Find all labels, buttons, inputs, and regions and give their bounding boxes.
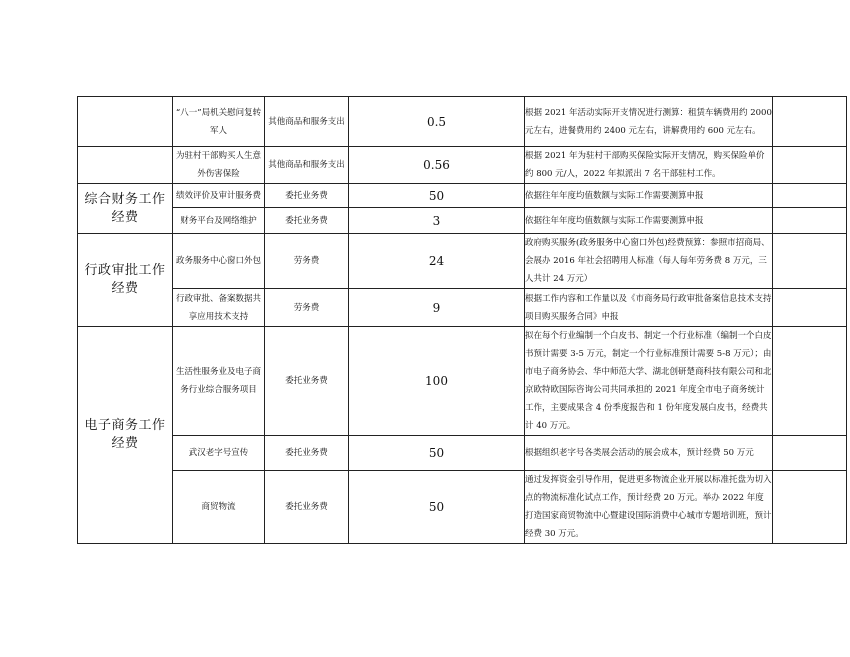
table-row xyxy=(78,184,847,208)
table-row xyxy=(78,234,847,289)
table-row-expense-type: 委托业务费 xyxy=(265,436,349,471)
table-row-expense-type: 委托业务费 xyxy=(265,184,349,208)
table-row-amount: 100 xyxy=(349,327,525,436)
table-row-item: 商贸物流 xyxy=(173,471,265,544)
table-row-amount: 9 xyxy=(349,289,525,327)
table-row-expense-type: 劳务费 xyxy=(265,289,349,327)
table-row-item: 财务平台及网络维护 xyxy=(173,208,265,234)
table-row-item: 为驻村干部购买人生意外伤害保险 xyxy=(173,147,265,184)
table-row-category xyxy=(78,147,173,184)
table-row-blank-cell xyxy=(773,436,847,471)
table-row-basis: 拟在每个行业编制一个白皮书、制定一个行业标准（编制一个白皮书预计需要 3-5 万元，制定一个行业标准预计需要 5-8 万元）；由市电子商务协会、华中师范大学、湖北创研楚商科技有限公司和北京欧特欧国际咨询公司共同承担的 2021 年度全市电子商务统计工作，主要成果含 4 份季度报告和 1 份年度发展白皮书，经费共计 40 万元。 xyxy=(525,327,773,436)
table-row-blank-cell xyxy=(773,97,847,147)
table-row-blank-cell xyxy=(773,184,847,208)
table-row-basis: 根据工作内容和工作量以及《市商务局行政审批备案信息技术支持项目购买服务合同》申报 xyxy=(525,289,773,327)
table-row-basis: 政府购买服务(政务服务中心窗口外包)经费预算：参照市招商局、会展办 2016 年社会招聘用人标准（每人每年劳务费 8 万元，三人共计 24 万元） xyxy=(525,234,773,289)
table-row-amount: 0.5 xyxy=(349,97,525,147)
table-row-item: 政务服务中心窗口外包 xyxy=(173,234,265,289)
table-row xyxy=(78,208,847,234)
table-row-amount: 50 xyxy=(349,471,525,544)
table-row-basis: 依据往年年度均值数额与实际工作需要测算申报 xyxy=(525,208,773,234)
table-row-category: 综合财务工作经费 xyxy=(78,184,173,234)
table-row-basis: 依据往年年度均值数额与实际工作需要测算申报 xyxy=(525,184,773,208)
table-row-blank-cell xyxy=(773,147,847,184)
table-row-expense-type: 劳务费 xyxy=(265,234,349,289)
table-row xyxy=(78,327,847,436)
table-row xyxy=(78,471,847,544)
table-row xyxy=(78,147,847,184)
table-row-item: “八一”局机关慰问复转军人 xyxy=(173,97,265,147)
table-row-category: 行政审批工作经费 xyxy=(78,234,173,327)
table-row-amount: 50 xyxy=(349,184,525,208)
table-row-amount: 0.56 xyxy=(349,147,525,184)
table-row-expense-type: 委托业务费 xyxy=(265,327,349,436)
table-row-category xyxy=(78,97,173,147)
table-row-expense-type: 委托业务费 xyxy=(265,208,349,234)
table-row-blank-cell xyxy=(773,234,847,289)
budget-table xyxy=(77,96,847,544)
table-row-item: 生活性服务业及电子商务行业综合服务项目 xyxy=(173,327,265,436)
table-row-basis: 根据 2021 年为驻村干部购买保险实际开支情况，购买保险单价约 800 元/人，2022 年拟派出 7 名干部驻村工作。 xyxy=(525,147,773,184)
table-row-category: 电子商务工作经费 xyxy=(78,327,173,544)
table-row xyxy=(78,289,847,327)
table-row-item: 行政审批、备案数据共享应用技术支持 xyxy=(173,289,265,327)
table-row-blank-cell xyxy=(773,327,847,436)
table-row-blank-cell xyxy=(773,289,847,327)
table-row-blank-cell xyxy=(773,471,847,544)
table-row-expense-type: 委托业务费 xyxy=(265,471,349,544)
table-row-item: 武汉老字号宣传 xyxy=(173,436,265,471)
table-row-basis: 根据 2021 年活动实际开支情况进行测算：租赁车辆费用约 2000 元左右，进餐费用约 2400 元左右，讲解费用约 600 元左右。 xyxy=(525,97,773,147)
table-row-amount: 3 xyxy=(349,208,525,234)
table-row-item: 绩效评价及审计服务费 xyxy=(173,184,265,208)
table-row-expense-type: 其他商品和服务支出 xyxy=(265,97,349,147)
table-row-amount: 50 xyxy=(349,436,525,471)
table-row xyxy=(78,97,847,147)
table-row-blank-cell xyxy=(773,208,847,234)
table-row-amount: 24 xyxy=(349,234,525,289)
table-row-basis: 通过发挥资金引导作用，促进更多物流企业开展以标准托盘为切入点的物流标准化试点工作，预计经费 20 万元。举办 2022 年度打造国家商贸物流中心暨建设国际消费中心城市专题培训班，预计经费 30 万元。 xyxy=(525,471,773,544)
table-row-expense-type: 其他商品和服务支出 xyxy=(265,147,349,184)
table-row xyxy=(78,436,847,471)
table-row-basis: 根据组织老字号各类展会活动的展会成本，预计经费 50 万元 xyxy=(525,436,773,471)
